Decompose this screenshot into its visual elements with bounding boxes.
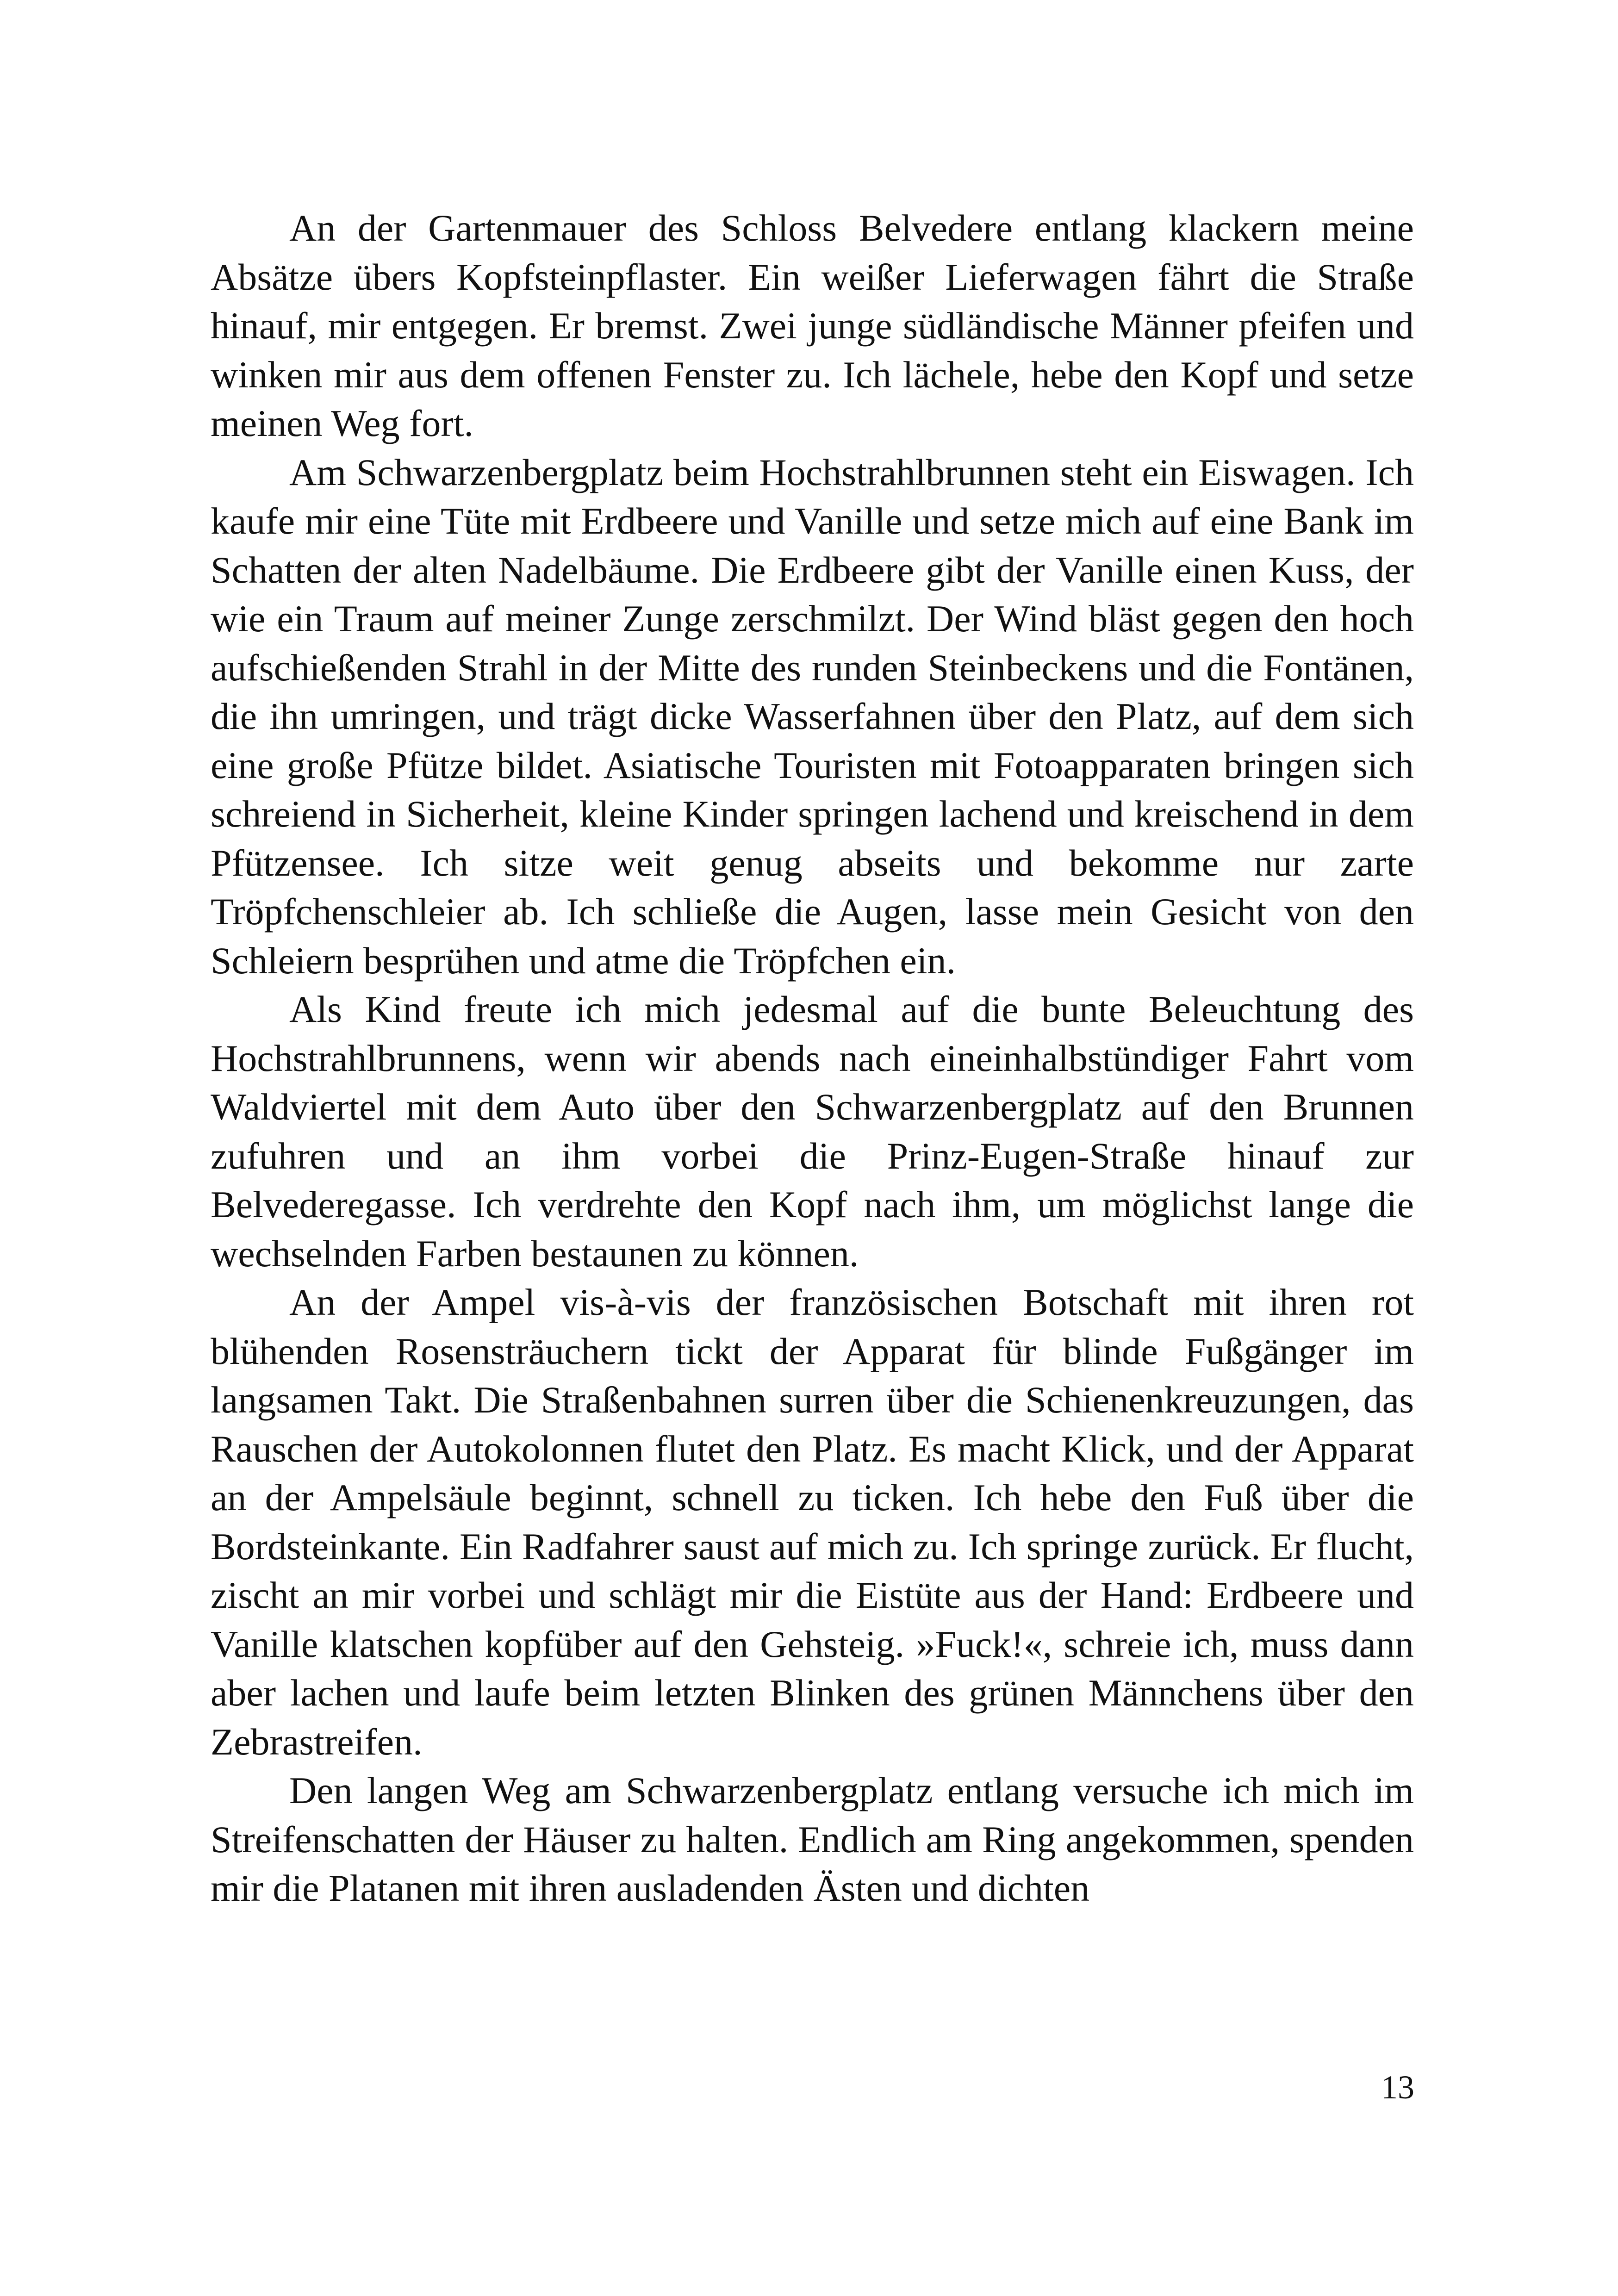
paragraph-3: Als Kind freute ich mich jedesmal auf die bunte Beleuchtung des Hochstrahlbrunnens, wenn wir abends nach eineinhalbstündiger Fahrt vom Waldviertel mit dem Auto über den Schwarzenbergplatz auf den Brunnen zufuhren und an ihm vorbei die Prinz-Eugen-Straße hinauf zur Belvederegasse. Ich verdrehte den Kopf nach ihm, um möglichst lange die wechselnden Farben bestaunen zu können. [211,988,1414,1275]
paragraph-5: Den langen Weg am Schwarzenbergplatz entlang versuche ich mich im Streifenschatten der Häuser zu halten. Endlich am Ring angekommen, spenden mir die Platanen mit ihren ausladenden Ästen und dichten [211,1769,1414,1909]
page-number: 13 [1381,2069,1414,2106]
body-text [211,204,1414,1913]
paragraph-4: An der Ampel vis-à-vis der französischen Botschaft mit ihren rot blühenden Rosensträuchern tickt der Apparat für blinde Fußgänger im langsamen Takt. Die Straßenbahnen surren über die Schienenkreuzungen, das Rauschen der Autokolonnen flutet den Platz. Es macht Klick, und der Apparat an der Ampelsäule beginnt, schnell zu ticken. Ich hebe den Fuß über die Bordsteinkante. Ein Radfahrer saust auf mich zu. Ich springe zurück. Er flucht, zischt an mir vorbei und schlägt mir die Eistüte aus der Hand: Erdbeere und Vanille klatschen kopfüber auf den Gehsteig. »Fuck!«, schreie ich, muss dann aber lachen und laufe beim letzten Blinken des grünen Männchens über den Zebrastreifen. [211,1281,1414,1763]
paragraph-1: An der Gartenmauer des Schloss Belvedere entlang klackern meine Absätze übers Kopfsteinpflaster. Ein weißer Lieferwagen fährt die Straße hinauf, mir entgegen. Er bremst. Zwei junge südländische Männer pfeifen und winken mir aus dem offenen Fenster zu. Ich lächele, hebe den Kopf und setze meinen Weg fort. [211,207,1414,444]
paragraph-2: Am Schwarzenbergplatz beim Hochstrahlbrunnen steht ein Eiswagen. Ich kaufe mir eine Tüte mit Erdbeere und Vanille und setze mich auf eine Bank im Schatten der alten Nadelbäume. Die Erdbeere gibt der Vanille einen Kuss, der wie ein Traum auf meiner Zunge zerschmilzt. Der Wind bläst gegen den hoch aufschießenden Strahl in der Mitte des runden Steinbeckens und die Fontänen, die ihn umringen, und trägt dicke Wasserfahnen über den Platz, auf dem sich eine große Pfütze bildet. Asiatische Touristen mit Fotoapparaten bringen sich schreiend in Sicherheit, kleine Kinder springen lachend und kreischend in dem Pfützensee. Ich sitze weit genug abseits und bekomme nur zarte Tröpfchenschleier ab. Ich schließe die Augen, lasse mein Gesicht von den Schleiern besprühen und atme die Tröpfchen ein. [211,451,1414,982]
